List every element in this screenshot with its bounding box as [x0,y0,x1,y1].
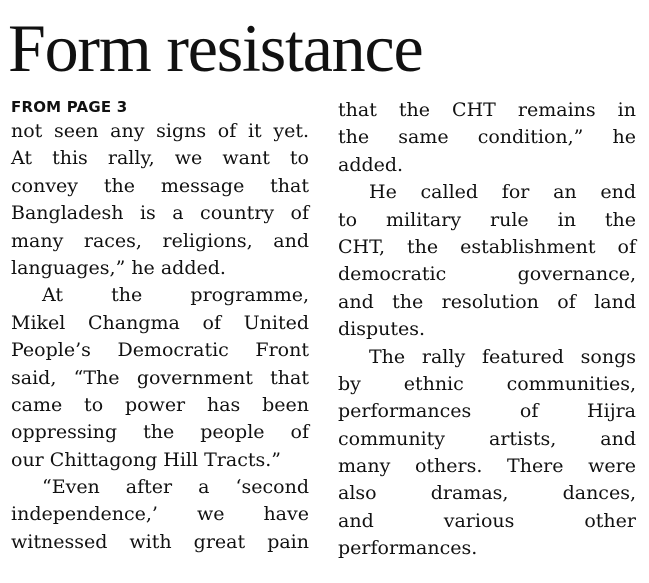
article-paragraph [338,97,636,179]
text-line: convey the message that [11,174,309,197]
text-line: “Even after a ‘second [42,476,309,499]
article-paragraph [11,282,309,474]
text-line: also dramas, dances, [338,482,636,505]
article-paragraph [11,474,309,556]
text-line: many others. There were [338,455,636,478]
text-line: performances. [338,537,478,560]
text-line: and various other [338,509,636,532]
article-paragraph [338,179,636,343]
text-line: our Chittagong Hill Tracts.” [11,448,281,471]
text-line: Mikel Changma of United [11,311,309,334]
text-line: disputes. [338,318,426,341]
text-line: that the CHT remains in [338,99,636,121]
text-line: oppressing the people of [11,421,309,444]
text-line: not seen any signs of it yet. [11,120,309,142]
text-line: the same condition,” he [338,126,636,149]
text-line: People’s Democratic Front [11,339,309,362]
text-line: by ethnic communities, [338,372,636,395]
text-line: languages,” he added. [11,256,226,279]
article-paragraph [338,344,636,563]
continuation-kicker: FROM PAGE 3 [11,98,128,116]
text-line: witnessed with great pain [11,530,309,553]
text-line: and the resolution of land [338,290,636,313]
text-line: independence,’ we have [11,503,309,526]
text-line: added. [338,153,404,176]
article-column-right [338,97,636,563]
text-line: Bangladesh is a country of [11,202,309,225]
text-line: performances of Hijra [338,400,636,423]
text-line: CHT, the establishment of [338,235,636,258]
text-line: He called for an end [369,181,636,204]
text-line: The rally featured songs [369,345,636,368]
text-line: community artists, and [338,427,636,450]
headline: Form resistance [8,10,423,86]
article-paragraph [11,118,309,282]
article-column-left [11,96,309,556]
text-line: to military rule in the [338,208,636,231]
text-line: democratic governance, [338,263,636,286]
text-line: said, “The government that [11,366,309,389]
text-line: came to power has been [11,393,309,416]
text-line: At the programme, [42,284,309,307]
text-line: At this rally, we want to [11,147,309,170]
text-line: many races, religions, and [11,229,309,252]
